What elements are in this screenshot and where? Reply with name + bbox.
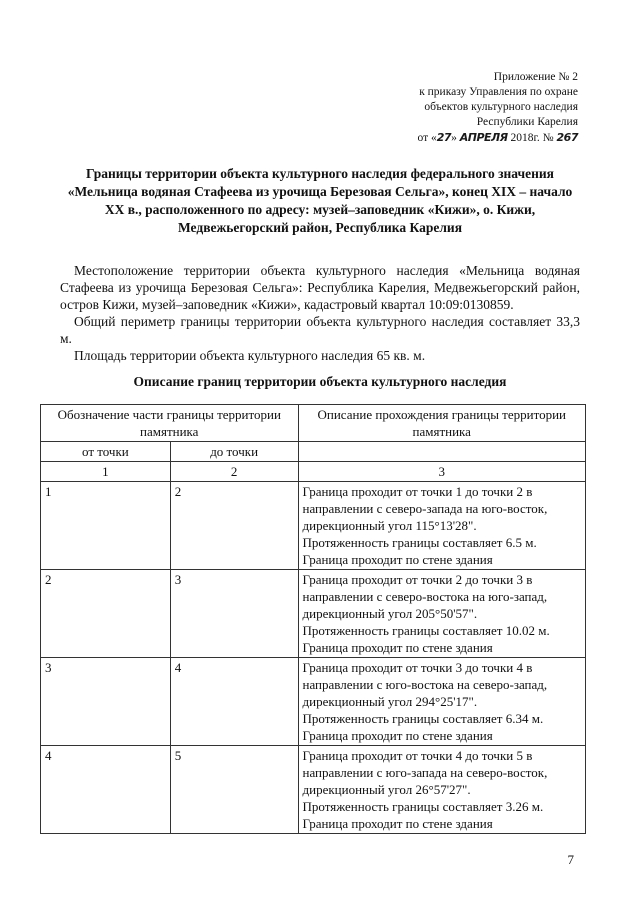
description-line: Протяженность границы составляет 6.5 м. xyxy=(302,535,537,550)
from-point-cell: 1 xyxy=(41,482,171,570)
description-line: Граница проходит по стене здания xyxy=(302,728,493,743)
description-cell xyxy=(298,570,586,658)
description-line: Граница проходит от точки 2 до точки 3 в xyxy=(302,572,533,587)
perimeter-paragraph: Общий периметр границы территории объекта культурного наследия составляет 33,3 м. xyxy=(60,314,580,346)
description-cell xyxy=(298,658,586,746)
to-point-cell: 4 xyxy=(170,658,298,746)
description-line: направлении с юго-запада на северо-восток, xyxy=(302,765,548,780)
date-prefix: от « xyxy=(417,132,437,144)
order-region: Республики Карелия xyxy=(476,116,578,128)
column-number-1: 1 xyxy=(41,462,171,482)
date-year: 2018г. № xyxy=(510,132,554,144)
header-empty-cell xyxy=(298,442,586,462)
column-number-3: 3 xyxy=(298,462,586,482)
boundary-table xyxy=(40,404,586,834)
description-line: Граница проходит по стене здания xyxy=(302,640,493,655)
table-row xyxy=(41,746,586,834)
handwritten-order-number: 267 xyxy=(556,131,578,144)
description-line: Граница проходит от точки 3 до точки 4 в xyxy=(302,660,533,675)
table-row xyxy=(41,482,586,570)
description-line: Протяженность границы составляет 6.34 м. xyxy=(302,711,544,726)
to-point-cell: 5 xyxy=(170,746,298,834)
description-line: дирекционный угол 294°25'17". xyxy=(302,694,478,709)
order-reference: к приказу Управления по охране xyxy=(419,86,578,98)
table-row xyxy=(41,658,586,746)
from-point-cell: 4 xyxy=(41,746,171,834)
header-to-point: до точки xyxy=(170,442,298,462)
description-line: направлении с юго-востока на северо-запад, xyxy=(302,677,548,692)
description-line: Граница проходит от точки 1 до точки 2 в xyxy=(302,484,533,499)
description-line: Протяженность границы составляет 3.26 м. xyxy=(302,799,544,814)
date-mid: » xyxy=(451,132,457,144)
appendix-number: Приложение № 2 xyxy=(493,71,578,83)
handwritten-day: 27 xyxy=(436,131,452,144)
description-line: дирекционный угол 26°57'27". xyxy=(302,782,471,797)
page-number: 7 xyxy=(567,852,574,867)
location-paragraph: Местоположение территории объекта культурного наследия «Мельница водяная Стафеева из урочища Березовая Сельга»: Республика Карелия, Медвежьегорский район, остров Кижи, музей–заповедник «Кижи», кадастровый квартал 10:09:0130859. xyxy=(60,263,580,312)
description-line: Граница проходит от точки 4 до точки 5 в xyxy=(302,748,533,763)
appendix-header xyxy=(318,70,578,146)
handwritten-month: АПРЕЛЯ xyxy=(459,131,508,144)
order-date-line xyxy=(318,130,578,146)
document-title: Границы территории объекта культурного наследия федерального значения «Мельница водяная Стафеева из урочища Березовая Сельга», конец XIX – начало XX в., расположенного по адресу: музей–заповедник «Кижи», о. Кижи, Медвежьегорский район, Республика Карелия xyxy=(67,166,573,235)
description-line: направлении с северо-востока на юго-запад, xyxy=(302,589,548,604)
description-line: Протяженность границы составляет 10.02 м. xyxy=(302,623,550,638)
header-description-cell: Описание прохождения границы территории памятника xyxy=(298,405,586,442)
description-line: дирекционный угол 205°50'57". xyxy=(302,606,478,621)
table-subheader-row xyxy=(41,442,586,462)
from-point-cell: 3 xyxy=(41,658,171,746)
description-line: Граница проходит по стене здания xyxy=(302,816,493,831)
description-cell xyxy=(298,482,586,570)
description-line: дирекционный угол 115°13'28". xyxy=(302,518,477,533)
area-paragraph: Площадь территории объекта культурного наследия 65 кв. м. xyxy=(74,348,426,363)
to-point-cell: 3 xyxy=(170,570,298,658)
column-number-2: 2 xyxy=(170,462,298,482)
order-authority: объектов культурного наследия xyxy=(424,101,578,113)
table-column-numbers-row xyxy=(41,462,586,482)
header-from-point: от точки xyxy=(41,442,171,462)
from-point-cell: 2 xyxy=(41,570,171,658)
to-point-cell: 2 xyxy=(170,482,298,570)
table-header-row xyxy=(41,405,586,442)
description-line: Граница проходит по стене здания xyxy=(302,552,493,567)
description-line: направлении с северо-запада на юго-восток, xyxy=(302,501,548,516)
description-cell xyxy=(298,746,586,834)
table-row xyxy=(41,570,586,658)
section-title: Описание границ территории объекта культурного наследия xyxy=(133,374,507,389)
header-part-cell: Обозначение части границы территории памятника xyxy=(41,405,299,442)
